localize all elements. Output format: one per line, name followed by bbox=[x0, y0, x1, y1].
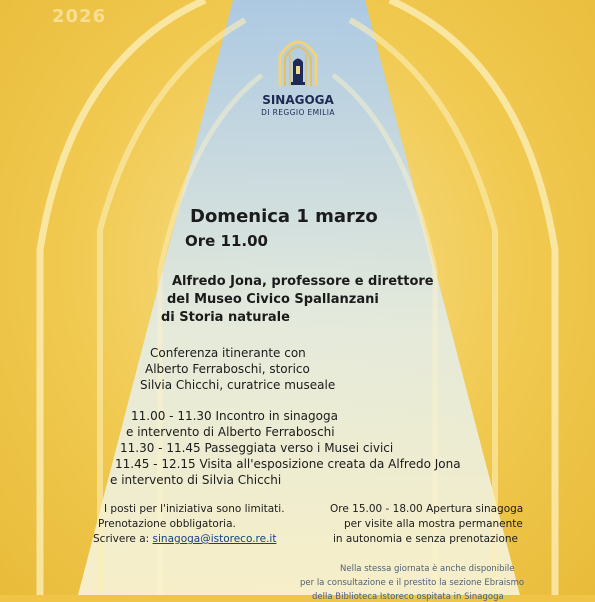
afternoon-line-1: Ore 15.00 - 18.00 Apertura sinagoga bbox=[330, 503, 524, 515]
conference-line-3: Silvia Chicchi, curatrice museale bbox=[140, 378, 336, 392]
speaker-line-3: di Storia naturale bbox=[161, 310, 290, 325]
event-time: Ore 11.00 bbox=[185, 232, 268, 250]
afternoon-line-3: in autonomia e senza prenotazione bbox=[333, 533, 519, 545]
note-line-3: della Biblioteca Istoreco ospitata in Sinagoga bbox=[312, 592, 504, 602]
speaker-line-2: del Museo Civico Spallanzani bbox=[167, 292, 379, 307]
org-name: SINAGOGA bbox=[262, 93, 334, 107]
booking-write-label: Scrivere a: bbox=[93, 533, 150, 545]
event-date: Domenica 1 marzo bbox=[190, 206, 378, 227]
note-line-1: Nella stessa giornata è anche disponibile bbox=[340, 564, 515, 574]
schedule-line-5: e intervento di Silvia Chicchi bbox=[110, 473, 282, 487]
conference-line-1: Conferenza itinerante con bbox=[150, 346, 306, 360]
booking-required: Prenotazione obbligatoria. bbox=[98, 518, 236, 530]
speaker-line-1: Alfredo Jona, professore e direttore bbox=[172, 274, 434, 289]
schedule-line-2: e intervento di Alberto Ferraboschi bbox=[126, 425, 335, 439]
note-line-2: per la consultazione e il prestito la sezione Ebraismo bbox=[300, 578, 525, 588]
schedule-line-3: 11.30 - 11.45 Passeggiata verso i Musei civici bbox=[120, 441, 394, 455]
org-subtitle: DI REGGIO EMILIA bbox=[261, 108, 335, 117]
afternoon-line-2: per visite alla mostra permanente bbox=[344, 518, 523, 530]
schedule-line-4: 11.45 - 12.15 Visita all'esposizione creata da Alfredo Jona bbox=[115, 457, 461, 471]
booking-limited: I posti per l'iniziativa sono limitati. bbox=[104, 503, 285, 515]
booking-contact bbox=[93, 533, 276, 545]
year: 2026 bbox=[52, 6, 107, 27]
email-link[interactable]: sinagoga@istoreco.re.it bbox=[152, 533, 277, 545]
schedule-line-1: 11.00 - 11.30 Incontro in sinagoga bbox=[131, 409, 338, 423]
conference-line-2: Alberto Ferraboschi, storico bbox=[145, 362, 310, 376]
synagogue-arch-icon bbox=[276, 32, 320, 88]
